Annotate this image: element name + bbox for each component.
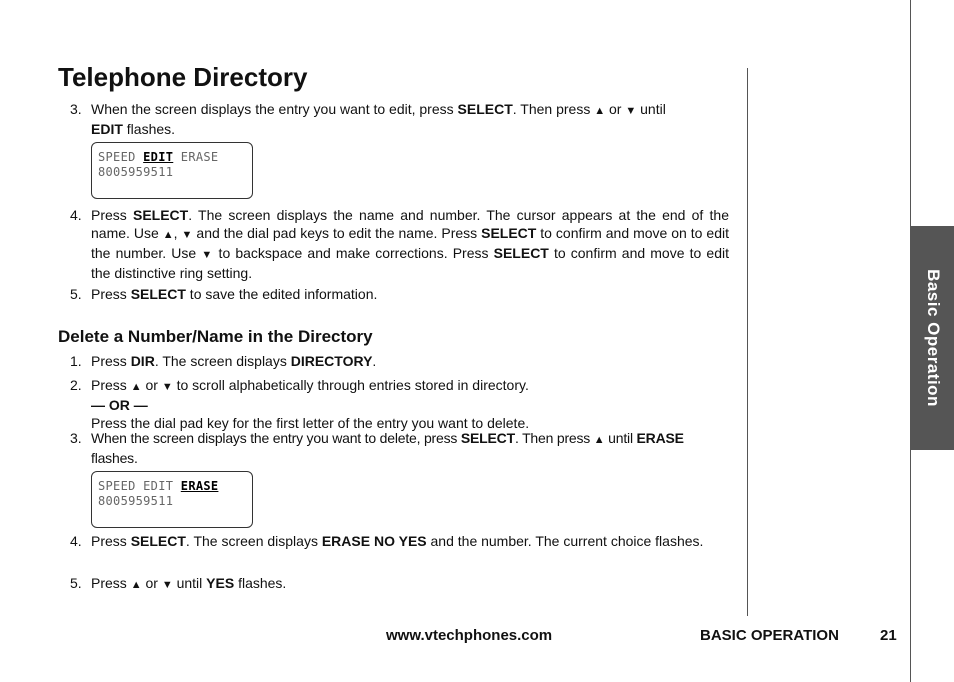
text: . The screen displays: [154, 353, 291, 369]
or-separator: — OR —: [91, 397, 148, 413]
key-edit: EDIT: [91, 121, 123, 137]
step-number: 1.: [70, 353, 82, 369]
lcd-display-erase: [91, 471, 253, 528]
step-number: 3.: [70, 101, 82, 117]
text: . The screen displays the name and number. The cursor appears at the end of the name. Use: [91, 207, 729, 241]
step-number: 3.: [70, 430, 82, 446]
text: and the number. The current choice flashes.: [426, 533, 704, 549]
text: . Then press: [514, 430, 594, 446]
text: When the screen displays the entry you want to delete, press: [91, 430, 461, 446]
delete-step-2: [70, 376, 729, 432]
text: or: [141, 377, 162, 393]
key-select: SELECT: [460, 430, 515, 446]
text: flashes.: [91, 450, 138, 466]
page-number: 21: [880, 627, 897, 644]
text: flashes.: [122, 121, 176, 137]
up-arrow-icon: ▲: [594, 105, 606, 117]
lcd-edit: EDIT: [143, 479, 174, 493]
down-arrow-icon: ▼: [625, 105, 637, 117]
step-number: 5.: [70, 286, 82, 302]
key-select: SELECT: [132, 207, 189, 223]
edit-step-5: [70, 285, 729, 303]
footer-section: BASIC OPERATION: [700, 627, 839, 644]
key-select: SELECT: [493, 245, 549, 261]
text: to confirm and move to edit the distinctive ring setting.: [91, 245, 729, 281]
delete-step-4: [70, 532, 729, 550]
text: Press: [91, 353, 131, 369]
step-number: 4.: [70, 533, 82, 549]
lcd-edit-highlighted: EDIT: [143, 150, 174, 164]
lcd-erase-highlighted: ERASE: [180, 479, 219, 493]
key-directory: DIRECTORY: [290, 353, 373, 369]
lcd-number: 8005959511: [98, 165, 174, 179]
lcd-erase: ERASE: [180, 150, 219, 164]
down-arrow-icon: ▼: [201, 249, 214, 261]
text: . Then press: [512, 101, 595, 117]
text: When the screen displays the entry you want to edit, press: [91, 101, 458, 117]
up-arrow-icon: ▲: [593, 434, 605, 446]
text: to save the edited information.: [185, 286, 378, 302]
text: to backspace and make corrections. Press: [213, 245, 494, 261]
lcd-number: 8005959511: [98, 494, 174, 508]
text: until: [172, 575, 207, 591]
down-arrow-icon: ▼: [161, 579, 173, 591]
text: until: [636, 101, 666, 117]
text: Press: [91, 377, 131, 393]
text: Press: [91, 286, 131, 302]
key-select: SELECT: [130, 533, 186, 549]
edit-step-4: [70, 206, 729, 282]
lcd-speed: SPEED: [98, 479, 136, 493]
key-select: SELECT: [130, 286, 186, 302]
text: to confirm and move on to edit the number. Use: [91, 225, 729, 261]
delete-step-1: [70, 352, 729, 370]
up-arrow-icon: ▲: [130, 381, 142, 393]
step-number: 4.: [70, 207, 82, 223]
key-select: SELECT: [457, 101, 513, 117]
page-title: Telephone Directory: [58, 62, 308, 92]
down-arrow-icon: ▼: [161, 381, 173, 393]
key-erase-no-yes: ERASE NO YES: [321, 533, 427, 549]
down-arrow-icon: ▼: [181, 229, 193, 241]
key-erase: ERASE: [636, 430, 684, 446]
text: or: [605, 101, 626, 117]
text: Press: [91, 533, 131, 549]
text: and the dial pad keys to edit the name. Press: [192, 225, 482, 241]
step-number: 2.: [70, 377, 82, 393]
text: until: [604, 430, 637, 446]
text: Press: [91, 575, 131, 591]
text: .: [372, 353, 377, 369]
up-arrow-icon: ▲: [162, 229, 174, 241]
text: ,: [173, 225, 182, 241]
key-dir: DIR: [130, 353, 155, 369]
text: to scroll alphabetically through entries stored in directory.: [172, 377, 529, 393]
edit-step-3: [70, 100, 729, 138]
text: Press the dial pad key for the first letter of the entry you want to delete.: [91, 415, 530, 431]
text: Press: [91, 207, 133, 223]
delete-step-5: [70, 574, 729, 594]
step-number: 5.: [70, 575, 82, 591]
text: . The screen displays: [185, 533, 322, 549]
key-yes: YES: [206, 575, 235, 591]
footer-url: www.vtechphones.com: [386, 627, 553, 644]
column-divider: [747, 68, 748, 616]
up-arrow-icon: ▲: [130, 579, 142, 591]
key-select: SELECT: [481, 225, 537, 241]
lcd-speed: SPEED: [98, 150, 136, 164]
lcd-display-edit: [91, 142, 253, 199]
section-tab-label: Basic Operation: [923, 269, 943, 407]
section-heading: Delete a Number/Name in the Directory: [58, 327, 373, 346]
text: or: [141, 575, 162, 591]
section-tab: [911, 226, 954, 450]
text: flashes.: [234, 575, 287, 591]
delete-step-3: [70, 429, 729, 467]
